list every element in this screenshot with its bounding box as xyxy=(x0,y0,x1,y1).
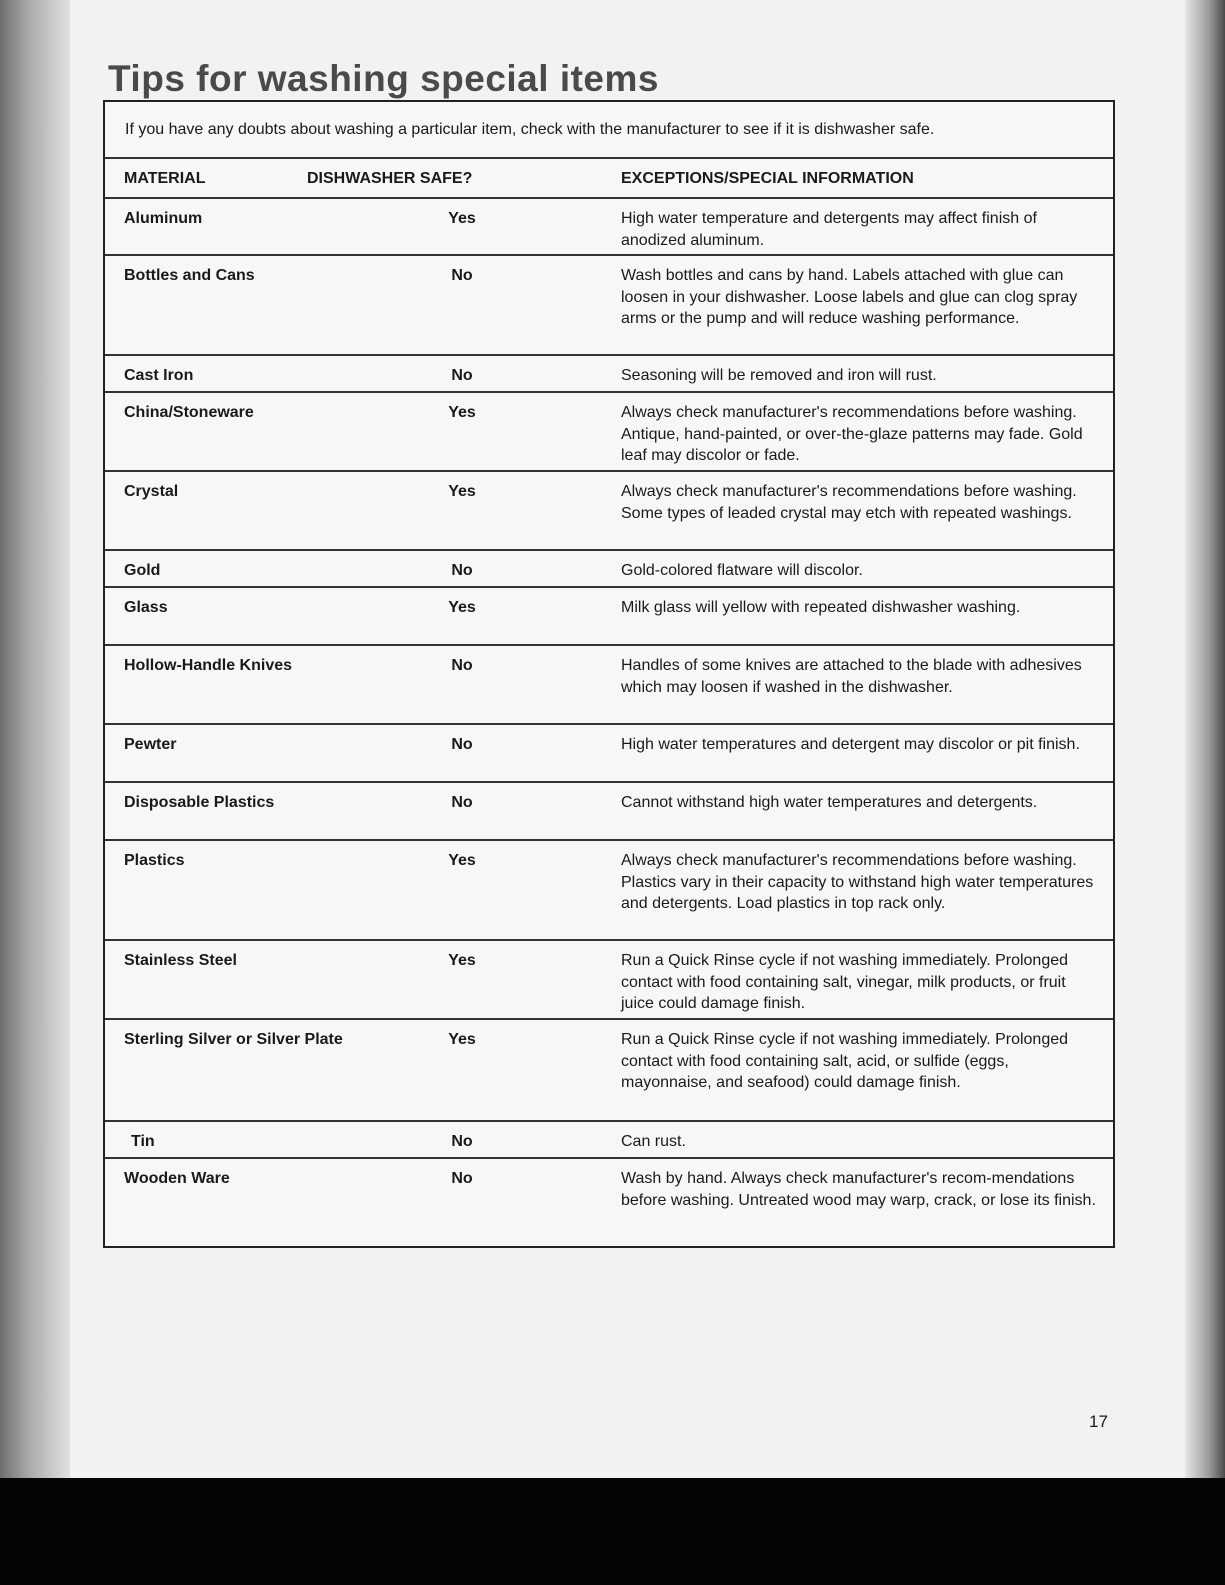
safe-cell: No xyxy=(451,267,473,284)
safe-cell: Yes xyxy=(448,952,476,969)
info-cell: Always check manufacturer's recommendations before washing. Plastics vary in their capacity to withstand high water temperatures and detergents. Load plastics in top rack only. xyxy=(621,852,1094,912)
material-cell: Crystal xyxy=(124,483,179,500)
material-cell: Pewter xyxy=(124,736,177,753)
info-cell: Always check manufacturer's recommendations before washing. Antique, hand-painted, or over-the-glaze patterns may fade. Gold leaf may discolor or fade. xyxy=(621,404,1083,464)
table-row xyxy=(105,391,1113,470)
header-dishwasher-safe: DISHWASHER SAFE? xyxy=(307,170,473,187)
material-cell: Stainless Steel xyxy=(124,952,237,969)
table-header xyxy=(105,157,1113,197)
material-cell: Bottles and Cans xyxy=(124,267,255,284)
info-cell: High water temperatures and detergent may discolor or pit finish. xyxy=(621,736,1080,753)
safe-cell: No xyxy=(451,1133,473,1150)
safe-cell: Yes xyxy=(448,210,476,227)
tips-table xyxy=(103,100,1115,1248)
table-row xyxy=(105,549,1113,586)
info-cell: High water temperature and detergents may affect finish of anodized aluminum. xyxy=(621,210,1037,249)
scan-bottom-edge xyxy=(0,1478,1225,1585)
page-number: 17 xyxy=(1089,1412,1108,1431)
table-row xyxy=(105,839,1113,939)
safe-cell: No xyxy=(451,367,473,384)
material-cell: China/Stoneware xyxy=(124,404,254,421)
info-cell: Wash bottles and cans by hand. Labels attached with glue can loosen in your dishwasher. Loose labels and glue can clog spray arms or the pump and will reduce washing performance. xyxy=(621,267,1078,327)
page-title: Tips for washing special items xyxy=(108,58,659,99)
info-cell: Cannot withstand high water temperatures and detergents. xyxy=(621,794,1038,811)
material-cell: Sterling Silver or Silver Plate xyxy=(124,1031,343,1048)
header-exceptions: EXCEPTIONS/SPECIAL INFORMATION xyxy=(621,170,914,187)
page-edge-shadow xyxy=(1185,0,1225,1480)
material-cell: Glass xyxy=(124,599,168,616)
table-row xyxy=(105,354,1113,391)
material-cell: Aluminum xyxy=(124,210,203,227)
table-row xyxy=(105,723,1113,781)
info-cell: Always check manufacturer's recommendations before washing. Some types of leaded crystal may etch with repeated washings. xyxy=(621,483,1077,522)
material-cell: Wooden Ware xyxy=(124,1170,230,1187)
safe-cell: No xyxy=(451,562,473,579)
intro-text: If you have any doubts about washing a particular item, check with the manufacturer to see if it is dishwasher safe. xyxy=(125,121,935,138)
page-binding-shadow xyxy=(0,0,70,1480)
header-material: MATERIAL xyxy=(124,170,206,187)
table-row xyxy=(105,1157,1113,1246)
safe-cell: No xyxy=(451,794,473,811)
material-cell: Plastics xyxy=(124,852,185,869)
material-cell: Gold xyxy=(124,562,161,579)
safe-cell: Yes xyxy=(448,483,476,500)
info-cell: Can rust. xyxy=(621,1133,686,1150)
table-row xyxy=(105,470,1113,549)
material-cell: Hollow-Handle Knives xyxy=(124,657,293,674)
info-cell: Wash by hand. Always check manufacturer's recom-mendations before washing. Untreated wood may warp, crack, or lose its finish. xyxy=(621,1170,1096,1209)
table-row xyxy=(105,197,1113,254)
info-cell: Handles of some knives are attached to the blade with adhesives which may loosen if washed in the dishwasher. xyxy=(621,657,1082,696)
table-row xyxy=(105,254,1113,354)
safe-cell: Yes xyxy=(448,599,476,616)
safe-cell: Yes xyxy=(448,852,476,869)
info-cell: Seasoning will be removed and iron will rust. xyxy=(621,367,937,384)
safe-cell: No xyxy=(451,657,473,674)
info-cell: Run a Quick Rinse cycle if not washing immediately. Prolonged contact with food containing salt, vinegar, milk products, or fruit juice could damage finish. xyxy=(621,952,1069,1012)
table-row xyxy=(105,586,1113,644)
info-cell: Gold-colored flatware will discolor. xyxy=(621,562,863,579)
material-cell: Tin xyxy=(131,1133,155,1150)
table-row xyxy=(105,939,1113,1018)
material-cell: Cast Iron xyxy=(124,367,194,384)
safe-cell: No xyxy=(451,736,473,753)
table-row xyxy=(105,1120,1113,1157)
info-cell: Run a Quick Rinse cycle if not washing immediately. Prolonged contact with food containing salt, acid, or sulfide (eggs, mayonnaise, and seafood) could damage finish. xyxy=(621,1031,1069,1091)
material-cell: Disposable Plastics xyxy=(124,794,275,811)
info-cell: Milk glass will yellow with repeated dishwasher washing. xyxy=(621,599,1021,616)
safe-cell: Yes xyxy=(448,404,476,421)
table-row xyxy=(105,644,1113,723)
safe-cell: No xyxy=(451,1170,473,1187)
table-row xyxy=(105,1018,1113,1120)
safe-cell: Yes xyxy=(448,1031,476,1048)
table-row xyxy=(105,781,1113,839)
